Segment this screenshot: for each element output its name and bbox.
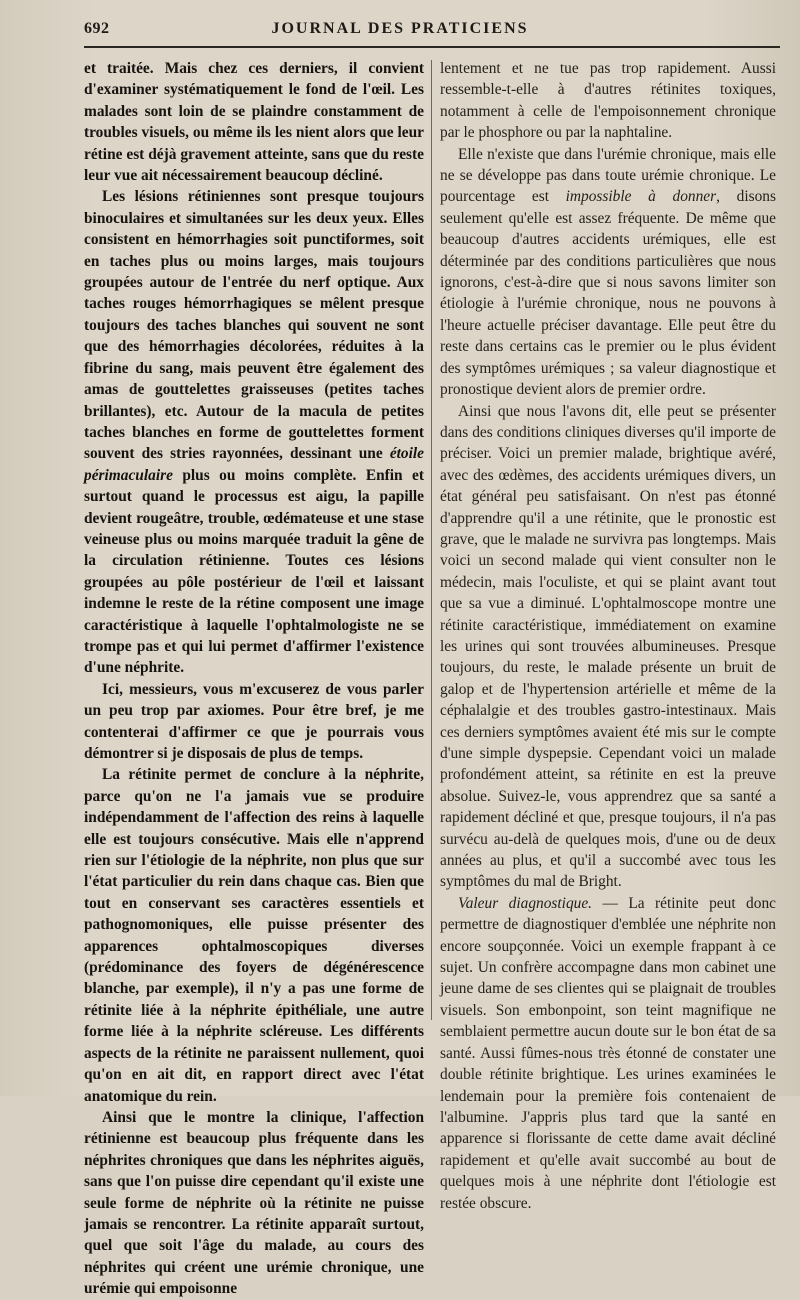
paragraph: [440, 144, 776, 401]
paragraph: [84, 58, 424, 186]
emphasis-text: impossible à donner: [565, 188, 717, 206]
paragraph-text: Elle n'existe que dans l'urémie chronique, mais elle ne se développe pas dans toute urémie chronique. Le pourcentage est: [440, 145, 776, 206]
paragraph-text: , disons seulement qu'elle est assez fréquente. De même que beaucoup d'autres accidents urémiques, elle est déterminée par des conditions particulières que nous ignorons, c'est-à-dire que si nous savons limiter son étiologie à l'urémie chronique, nous ne pouvons à l'heure actuelle préciser davantage. Elle peut être du reste dans certains cas le premier ou le plus évident des symptômes urémiques ; sa valeur diagnostique et pronostique devient alors de premier ordre.: [440, 188, 776, 399]
paragraph: [440, 58, 776, 144]
paragraph: [84, 764, 424, 1107]
paragraph-text: Ainsi que nous l'avons dit, elle peut se présenter dans des conditions cliniques diverses qu'il importe de préciser. Voici un premier malade, brightique avéré, avec des œdèmes, des accidents urémiques divers, un état général peu satisfaisant. On n'est pas étonné d'apprendre qu'il a une rétinite, que le pronostic est grave, que le malade ne survivra pas longtemps. Mais voici un second malade qui vient consulter non le médecin, mais l'oculiste, et qui se plaint avant tout que sa vue a diminué. L'ophtalmoscope montre une rétinite caractéristique, immédiatement on examine les urines qui sont trouvées albumineuses. Presque toujours, du reste, le malade présente un bruit de galop et de l'hypertension artérielle et même de la céphalalgie et des troubles gastro-intestinaux. Mais ces derniers symptômes avaient été mis sur le compte d'une simple dyspepsie. Cependant voici un malade profondément atteint, sa rétinite en est la preuve absolue. Suivez-le, vous apprendrez que sa santé a rapidement décliné et que, presque toujours, il n'a pas survécu au-delà de quelques mois, d'une ou de deux années au plus, et qu'il a succombé avec tous les symptômes du mal de Bright.: [440, 402, 776, 891]
paragraph-text: Ici, messieurs, vous m'excuserez de vous parler un peu trop par axiomes. Pour être bref, je me contenterai d'affirmer ce que je pourrais vous démontrer si je disposais de plus de temps.: [84, 680, 424, 762]
paragraph: [84, 186, 424, 678]
paragraph-text: Ainsi que le montre la clinique, l'affection rétinienne est beaucoup plus fréquente dans les néphrites chroniques que dans les néphrites aiguës, sans que l'on puisse dire cependant qu'il existe une seule forme de néphrite où la rétinite ne puisse jamais se rencontrer. La rétinite apparaît surtout, quel que soit l'âge du malade, au cours des néphrites qui créent une urémie chronique, une urémie qui empoisonne: [84, 1108, 424, 1298]
paragraph: [84, 679, 424, 765]
paragraph-text: — La rétinite peut donc permettre de diagnostiquer d'emblée une néphrite non encore soupçonnée. Voici un exemple frappant à ce sujet. Un confrère accompagne dans mon cabinet une jeune dame de ses clientes qui se plaignait de troubles visuels. Son embonpoint, son teint magnifique ne semblaient permettre aucun doute sur le bon état de sa santé. Aussi fûmes-nous très étonné de constater une double rétinite brightique. Les urines examinées le lendemain pour la première fois contenaient de l'albumine. J'appris plus tard que la santé en apparence si florissante de cette dame avait décliné rapidement et qu'elle avait succombé au bout de quelques mois à une néphrite dont l'étiologie est restée obscure.: [440, 894, 776, 1212]
page-number: 692: [84, 20, 110, 37]
paragraph-text: La rétinite permet de conclure à la néphrite, parce qu'on ne l'a jamais vue se produire indépendamment de l'affection des reins à laquelle elle est toujours consécutive. Mais elle n'apprend rien sur l'étiologie de la néphrite, non plus que sur l'état particulier du rein dans chaque cas. Bien que tout en conservant ses caractères essentiels et pathognomoniques, elle puisse présenter des apparences ophtalmoscopiques diverses (prédominance des foyers de dégénérescence blanche, par exemple), il n'y a pas une forme de rétinite liée à la néphrite épithéliale, une autre forme liée à la néphrite scléreuse. Les différents aspects de la rétinite ne paraissent nullement, quoi qu'on en ait dit, en rapport direct avec l'état anatomique du rein.: [84, 766, 424, 1105]
emphasis-text: étoile périmaculaire: [84, 445, 424, 484]
paragraph-text: plus ou moins complète. Enfin et surtout quand le processus est aigu, la papille devient rougeâtre, trouble, œdémateuse et une stase veineuse plus ou moins marquée traduit la gêne de la circulation rétinienne. Toutes ces lésions groupées au pôle postérieur de l'œil et laissant indemne le reste de la rétine composent une image caractéristique à laquelle l'ophtalmologiste ne se trompe pas et qui lui permet d'affirmer l'existence d'une néphrite.: [84, 466, 424, 677]
column-divider: [431, 60, 432, 1020]
section-heading: Valeur diagnostique.: [458, 894, 593, 912]
paragraph-text: Les lésions rétiniennes sont presque toujours binoculaires et simultanées sur les deux yeux. Elles consistent en hémorrhagies soit punctiformes, soit en taches plus ou moins larges, mais toujours groupées autour de l'entrée du nerf optique. Aux taches rouges hémorrhagiques se mêlent presque toujours des taches blanches qui souvent ne sont que des hémorrhagies décolorées, réduites à la fibrine du sang, mais peuvent être également des amas de gouttelettes graisseuses (petites taches brillantes), etc. Autour de la macula de petites taches blanches en forme de gouttelettes forment souvent des stries rayonnées, dessinant une: [84, 188, 424, 463]
paragraph: [440, 893, 776, 1214]
paragraph: [440, 401, 776, 893]
paragraph-text: et traitée. Mais chez ces derniers, il convient d'examiner systématiquement le fond de l'œil. Les malades sont loin de se plaindre constamment de troubles visuels, ou même ils les nient alors que leur rétine est déjà gravement atteinte, sans que du reste leur vue ait nécessairement beaucoup décliné.: [84, 60, 424, 185]
running-title: JOURNAL DES PRATICIENS: [271, 20, 529, 37]
paragraph-text: lentement et ne tue pas trop rapidement. Aussi ressemble-t-elle à d'autres rétinites toxiques, notamment à celle de l'empoisonnement chronique par le phosphore ou par la naphtaline.: [440, 60, 776, 142]
page-header: [0, 18, 800, 46]
left-column: [84, 58, 424, 1300]
paragraph: [84, 1107, 424, 1300]
header-rule: [84, 46, 780, 48]
right-column: [440, 58, 776, 1214]
